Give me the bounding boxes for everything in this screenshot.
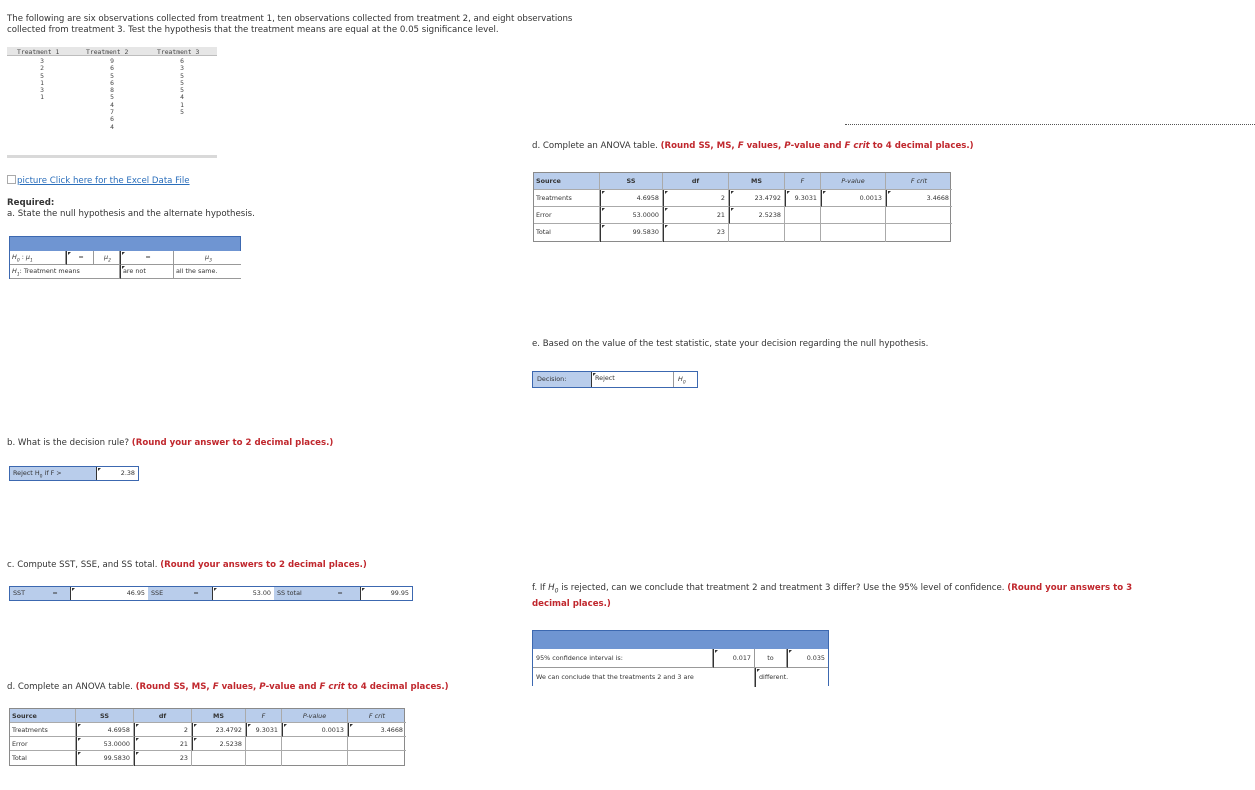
part-f-post: is rejected, can we conclude that treatment 2 and treatment 3 differ? Use the 95% level of confidence. bbox=[561, 583, 1005, 593]
h0-operator-1-value: = bbox=[78, 253, 84, 261]
h1-label-cell bbox=[10, 265, 120, 279]
t1-value: 1 bbox=[40, 78, 44, 87]
t2-value: 4 bbox=[110, 122, 114, 131]
t3-value: 5 bbox=[180, 78, 184, 87]
error-ms-input[interactable]: 2.5238 bbox=[192, 737, 246, 751]
decision-rule-label-sub: 0 bbox=[39, 474, 43, 480]
hdr-pvalue: P-value bbox=[282, 709, 348, 723]
hint-f2-r: F bbox=[844, 141, 851, 151]
anova-row-error bbox=[10, 737, 404, 751]
hdr-df: df bbox=[134, 709, 192, 723]
total-ms-empty bbox=[192, 751, 246, 766]
mu3-cell bbox=[174, 251, 241, 265]
t3-value: 3 bbox=[180, 64, 184, 73]
treatments-ss-input-r[interactable]: 4.6958 bbox=[600, 190, 663, 207]
hint-p: P bbox=[259, 682, 266, 692]
raw-data-header bbox=[7, 47, 217, 56]
t1-value: 3 bbox=[40, 57, 44, 65]
hint-crit: crit bbox=[328, 682, 345, 692]
h0-operator-2-select[interactable] bbox=[120, 251, 174, 265]
confidence-interval-table bbox=[532, 630, 829, 686]
hint-pre: (Round SS, MS, bbox=[135, 682, 210, 692]
mu3-sub: 3 bbox=[209, 258, 212, 264]
t2-value: 7 bbox=[110, 108, 114, 117]
total-ss-input[interactable]: 99.5830 bbox=[76, 751, 134, 766]
hint-p-r: P bbox=[784, 141, 791, 151]
hdr-pvalue-r: P-value bbox=[821, 173, 886, 190]
mu3-symbol: μ bbox=[205, 253, 210, 261]
anova-table-left bbox=[9, 708, 405, 766]
sstotal-input[interactable]: 99.95 bbox=[360, 587, 412, 600]
part-f-h0: H bbox=[548, 583, 555, 593]
treatments-fcrit-input-r[interactable]: 3.4668 bbox=[886, 190, 952, 207]
header-treatment-3: Treatment 3 bbox=[157, 48, 200, 56]
part-c-text: c. Compute SST, SSE, and SS total. bbox=[7, 560, 158, 570]
total-p-empty-r bbox=[821, 224, 886, 242]
hdr-ss-r: SS bbox=[600, 173, 663, 190]
decision-h0-text: H bbox=[678, 375, 683, 383]
t2-value: 5 bbox=[110, 93, 114, 102]
hint-mid2: -value and bbox=[265, 682, 317, 692]
h1-text: : Treatment means bbox=[19, 267, 80, 275]
required-label: Required: bbox=[7, 198, 55, 208]
header-treatment-1: Treatment 1 bbox=[17, 48, 60, 56]
h0-operator-2-value: = bbox=[145, 253, 151, 261]
t2-value: 8 bbox=[110, 86, 114, 95]
treatment-1-values bbox=[32, 58, 52, 102]
h1-label: H bbox=[12, 267, 17, 275]
part-b-text: b. What is the decision rule? bbox=[7, 438, 130, 448]
treatments-df-input-r[interactable]: 2 bbox=[663, 190, 729, 207]
t2-value: 9 bbox=[110, 57, 114, 65]
error-p-empty bbox=[282, 737, 348, 751]
treatment-2-values bbox=[102, 58, 122, 131]
decision-h0-sub: 0 bbox=[682, 380, 686, 386]
decision-h0 bbox=[673, 372, 697, 387]
hint-f-r: F bbox=[737, 141, 744, 151]
source-treatments: Treatments bbox=[10, 723, 76, 737]
treatments-f-input[interactable]: 9.3031 bbox=[246, 723, 282, 737]
raw-data-table bbox=[7, 47, 217, 159]
source-total: Total bbox=[10, 751, 76, 766]
sse-input[interactable]: 53.00 bbox=[212, 587, 274, 600]
h0-operator-1-select[interactable] bbox=[66, 251, 94, 265]
part-a-question: a. State the null hypothesis and the alternate hypothesis. bbox=[7, 209, 255, 219]
treatments-p-input[interactable]: 0.0013 bbox=[282, 723, 348, 737]
hdr-df-r: df bbox=[663, 173, 729, 190]
hint-f: F bbox=[212, 682, 219, 692]
hypothesis-table bbox=[9, 236, 241, 279]
h1-select-value: are not bbox=[123, 267, 146, 275]
conclude-select[interactable]: different. bbox=[755, 668, 828, 687]
hypothesis-header-band bbox=[10, 237, 240, 251]
sums-of-squares-row bbox=[9, 586, 413, 601]
mu1-sub: 1 bbox=[29, 258, 33, 264]
treatments-fcrit-input[interactable]: 3.4668 bbox=[348, 723, 406, 737]
treatment-3-values bbox=[172, 58, 192, 116]
error-p-empty-r bbox=[821, 207, 886, 224]
part-d-hint bbox=[136, 682, 449, 692]
conclude-label: We can conclude that the treatments 2 and 3 are bbox=[533, 668, 755, 687]
error-df-input[interactable]: 21 bbox=[134, 737, 192, 751]
total-df-input[interactable]: 23 bbox=[134, 751, 192, 766]
hint-crit-r: crit bbox=[853, 141, 870, 151]
broken-image-icon bbox=[7, 175, 16, 184]
hdr-source: Source bbox=[10, 709, 76, 723]
total-fcrit-empty-r bbox=[886, 224, 952, 242]
treatments-ms-input-r[interactable]: 23.4792 bbox=[729, 190, 785, 207]
t1-value: 5 bbox=[40, 71, 44, 80]
ci-high-input[interactable]: 0.035 bbox=[787, 649, 828, 668]
hdr-fcrit-r: F crit bbox=[886, 173, 952, 190]
error-ss-input[interactable]: 53.0000 bbox=[76, 737, 134, 751]
decision-label: Decision: bbox=[533, 372, 591, 387]
part-c-question bbox=[7, 560, 367, 570]
part-f-hint: (Round your answers to 3 decimal places.) bbox=[532, 583, 1133, 609]
hdr-ms-r: MS bbox=[729, 173, 785, 190]
part-d-question-right bbox=[532, 141, 974, 151]
part-e-question: e. Based on the value of the test statistic, state your decision regarding the null hypothesis. bbox=[532, 339, 929, 349]
hint-mid2-r: -value and bbox=[790, 141, 842, 151]
mu2-symbol: μ bbox=[104, 253, 109, 261]
total-ss-input-r[interactable]: 99.5830 bbox=[600, 224, 663, 242]
h0-label: H bbox=[12, 253, 17, 261]
part-b-hint: (Round your answer to 2 decimal places.) bbox=[131, 438, 334, 448]
h0-sub: 0 bbox=[16, 258, 20, 264]
error-fcrit-empty-r bbox=[886, 207, 952, 224]
sst-label: SST bbox=[10, 587, 40, 600]
error-df-input-r[interactable]: 21 bbox=[663, 207, 729, 224]
anova-row-treatments bbox=[10, 723, 404, 737]
anova-row-error-r bbox=[534, 207, 950, 224]
ci-label: 95% confidence interval is: bbox=[533, 649, 713, 668]
excel-link-text[interactable]: picture Click here for the Excel Data File bbox=[17, 176, 190, 186]
t2-value: 4 bbox=[110, 100, 114, 109]
hint-mid: values, bbox=[221, 682, 257, 692]
hint-pre-r: (Round SS, MS, bbox=[660, 141, 735, 151]
anova-row-treatments-r bbox=[534, 190, 950, 207]
t2-value: 5 bbox=[110, 71, 114, 80]
treatments-p-input-r[interactable]: 0.0013 bbox=[821, 190, 886, 207]
anova-row-total bbox=[10, 751, 404, 766]
t3-value: 5 bbox=[180, 71, 184, 80]
anova-table-right bbox=[533, 172, 951, 242]
anova-row-total-r bbox=[534, 224, 950, 242]
decision-rule-label-text: Reject H bbox=[13, 469, 40, 477]
part-d-text-right: d. Complete an ANOVA table. bbox=[532, 141, 658, 151]
sst-equals: = bbox=[40, 587, 70, 600]
intro-text: The following are six observations collected from treatment 1, ten observations collected from treatment 2, and eight observations collected from treatment 3. Test the hypothesis that the treatment means are equal at the 0.05 significance level. bbox=[7, 14, 573, 35]
h1-sub: 1 bbox=[16, 272, 20, 278]
t2-value: 6 bbox=[110, 78, 114, 87]
t3-value: 1 bbox=[180, 100, 184, 109]
hdr-ms: MS bbox=[192, 709, 246, 723]
h1-select[interactable] bbox=[120, 265, 174, 279]
t3-value: 4 bbox=[180, 93, 184, 102]
sse-equals: = bbox=[180, 587, 212, 600]
treatments-ss-input[interactable]: 4.6958 bbox=[76, 723, 134, 737]
excel-data-link[interactable] bbox=[7, 175, 190, 186]
hdr-ss: SS bbox=[76, 709, 134, 723]
decision-rule-label-end: if F > bbox=[44, 469, 62, 477]
error-f-empty bbox=[246, 737, 282, 751]
dotted-divider bbox=[845, 124, 1255, 125]
sstotal-label: SS total bbox=[274, 587, 320, 600]
error-f-empty-r bbox=[785, 207, 821, 224]
treatments-ms-input[interactable]: 23.4792 bbox=[192, 723, 246, 737]
hdr-source-r: Source bbox=[534, 173, 600, 190]
sse-label: SSE bbox=[148, 587, 180, 600]
t1-value: 3 bbox=[40, 86, 44, 95]
treatments-df-input[interactable]: 2 bbox=[134, 723, 192, 737]
mu2-sub: 2 bbox=[108, 258, 111, 264]
hint-end: to 4 decimal places.) bbox=[347, 682, 449, 692]
t3-value: 6 bbox=[180, 57, 184, 65]
hint-mid-r: values, bbox=[746, 141, 782, 151]
decision-rule-label bbox=[10, 467, 96, 480]
t1-value: 1 bbox=[40, 93, 44, 102]
t3-value: 5 bbox=[180, 86, 184, 95]
hint-f2: F bbox=[319, 682, 326, 692]
source-treatments-r: Treatments bbox=[534, 190, 600, 207]
hdr-fcrit: F crit bbox=[348, 709, 406, 723]
hint-end-r: to 4 decimal places.) bbox=[872, 141, 974, 151]
part-b-question bbox=[7, 438, 333, 448]
sst-input[interactable]: 46.95 bbox=[70, 587, 148, 600]
hdr-f-r: F bbox=[785, 173, 821, 190]
part-f-h0-sub: 0 bbox=[554, 587, 559, 595]
part-c-hint: (Round your answers to 2 decimal places.) bbox=[160, 560, 367, 570]
anova-header-row-r bbox=[534, 173, 950, 190]
mu2-cell bbox=[94, 251, 120, 265]
t1-value: 2 bbox=[40, 64, 44, 73]
decision-select[interactable]: Reject bbox=[591, 372, 673, 387]
total-ms-empty-r bbox=[729, 224, 785, 242]
decision-row bbox=[532, 371, 698, 388]
total-p-empty bbox=[282, 751, 348, 766]
part-d-text: d. Complete an ANOVA table. bbox=[7, 682, 133, 692]
source-total-r: Total bbox=[534, 224, 600, 242]
total-f-empty bbox=[246, 751, 282, 766]
raw-data-bottom-bar bbox=[7, 155, 217, 158]
t3-value: 5 bbox=[180, 108, 184, 117]
source-error-r: Error bbox=[534, 207, 600, 224]
ci-header-band bbox=[533, 631, 828, 649]
t2-value: 6 bbox=[110, 64, 114, 73]
error-fcrit-empty bbox=[348, 737, 406, 751]
ci-low-input[interactable]: 0.017 bbox=[713, 649, 755, 668]
total-fcrit-empty bbox=[348, 751, 406, 766]
total-df-input-r[interactable]: 23 bbox=[663, 224, 729, 242]
treatments-f-input-r[interactable]: 9.3031 bbox=[785, 190, 821, 207]
error-ms-input-r[interactable]: 2.5238 bbox=[729, 207, 785, 224]
total-f-empty-r bbox=[785, 224, 821, 242]
part-f-pre: f. If bbox=[532, 583, 546, 593]
h0-label-cell: $H_0$ : $\mu_1$ bbox=[10, 251, 66, 265]
decision-rule-row bbox=[9, 466, 139, 481]
part-d-question-left bbox=[7, 682, 449, 692]
ci-to: to bbox=[755, 649, 787, 668]
decision-rule-input[interactable]: 2.38 bbox=[96, 467, 138, 480]
part-f-question bbox=[532, 582, 1172, 611]
t2-value: 6 bbox=[110, 115, 114, 124]
hdr-f: F bbox=[246, 709, 282, 723]
error-ss-input-r[interactable]: 53.0000 bbox=[600, 207, 663, 224]
h1-end-cell: all the same. bbox=[174, 265, 241, 279]
anova-header-row bbox=[10, 709, 404, 723]
header-treatment-2: Treatment 2 bbox=[86, 48, 129, 56]
sstotal-equals: = bbox=[320, 587, 360, 600]
mu1-symbol: μ bbox=[25, 253, 30, 261]
source-error: Error bbox=[10, 737, 76, 751]
part-d-hint-right bbox=[661, 141, 974, 151]
